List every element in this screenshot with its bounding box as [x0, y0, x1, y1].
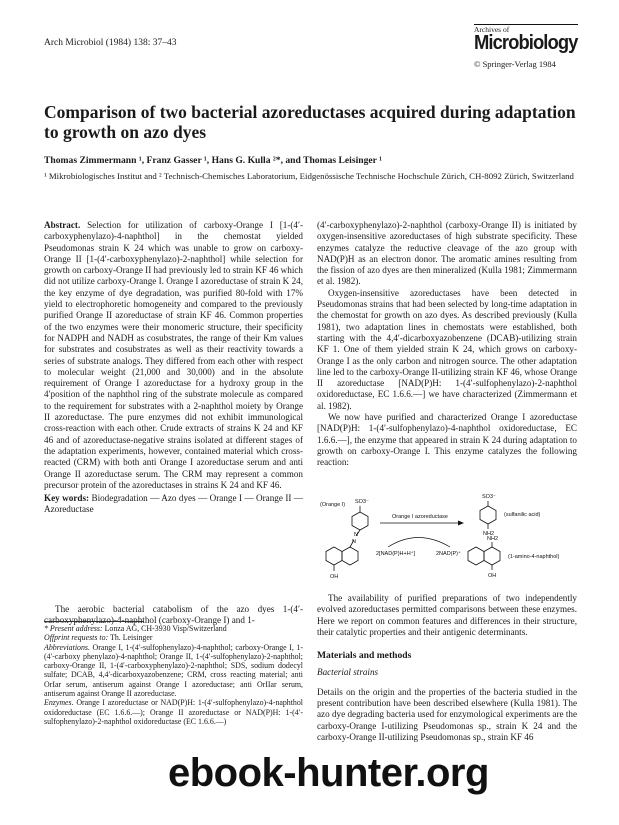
product-so3: SO3⁻ [482, 494, 496, 500]
footnote-present-address: * Present address: Lonza AG, CH-3930 Visp/Switzerland [44, 624, 227, 633]
journal-logo [474, 24, 578, 69]
journal-reference: Arch Microbiol (1984) 138: 37–43 [44, 38, 177, 48]
keywords-text: Biodegradation — Azo dyes — Orange I — Orange II — Azoreductase [44, 493, 303, 515]
cofactor-in: 2[NAD(P)H+H⁺] [376, 551, 416, 557]
product-nh2-bottom: NH2 [487, 536, 499, 542]
keywords [44, 493, 303, 516]
footnote-enzymes: Enzymes. Orange I azoreductase or NAD(P)H: 1-(4′-sulfophenylazo)-4-naphthol oxidoreductase (EC 1.6.6.—); Orange II azoreductase or NAD(P)H: 1-(4′-sulfophenylazo)-2-naphthol oxidoreductase (EC 1.6.6.—) [44, 698, 303, 726]
abstract [44, 220, 303, 491]
right-column-bottom [317, 593, 577, 743]
product-oh: OH [488, 573, 497, 579]
substrate-label: (Orange I) [320, 502, 346, 508]
cofactor-arrow [388, 538, 450, 548]
section-heading: Materials and methods [317, 650, 412, 662]
right-para-3: We now have purified and characterized Orange I azoreductase [NAD(P)H: 1-(4′-sulfophenylazo)-4-naphthol oxidoreductase, EC 1.6.6.—], the enzyme that appeared in strain K 24 during adaptation to growth on carboxy-Orange I. This enzyme catalyzes the following reaction: [317, 412, 577, 468]
enzyme-label: Orange I azoreductase [392, 514, 448, 520]
azo-n-1: N [354, 532, 358, 538]
aminonaphthol-structure [468, 542, 500, 570]
abstract-label: Abstract. [44, 220, 81, 230]
substrate-oh: OH [330, 574, 339, 580]
cofactor-out: 2NAD(P)⁺ [436, 551, 461, 557]
author-list: Thomas Zimmermann ¹, Franz Gasser ¹, Hans G. Kulla ²*, and Thomas Leisinger ¹ [44, 155, 382, 166]
orange-i-structure [326, 506, 368, 571]
right-para-1: (4′-carboxyphenylazo)-2-naphthol (carboxy-Orange II) is initiated by oxygen-insensitive azoreductases of high substrate specificity. These enzymes catalyze the reductive cleavage of the azo group with NAD(P)H as an electron donor. The aromatic amines resulting from the fission of azo dyes are then mineralized (Kulla 1981; Zimmermann et al. 1982). [317, 220, 577, 287]
copyright-notice: © Springer-Verlag 1984 [474, 59, 556, 69]
abstract-text: Selection for utilization of carboxy-Orange I [1-(4′-carboxyphenylazo)-4-naphthol] in the chemostat yielded Pseudomonas strain K 24 which was unable to grow on carboxy-Orange II [1-(4′-carboxyphenylazo)-2-naphthol] while selection for growth on carboxy-Orange II had previously led to strain KF 46 which did not utilize carboxy-Orange I. Orange I azoreductase of strain K 24, the key enzyme of dye degradation, was purified 80-fold with 17% yield to electrophoretic homogeneity and compared to the previously purified Orange II azoreductase of strain KF 46. Common properties of the two enzymes were their monomeric structure, their specificity for NADPH and NADH as cosubstrates, the range of their Km values for substrates and cosubstrates as well as their reactivity towards a series of substrate analogs. They differed from each other with respect to molecular weight (21,000 and 30,000) and in the absolute requirement of Orange I azoreductase for a hydroxy group in the 4′position of the naphthol ring of the substrate molecule as compared to the requirement for substrates with a 2-naphthol moiety by Orange II azoreductase. The pure enzymes did not exhibit immunological cross-reaction with each other. Crude extracts of strains K 24 and KF 46 and of azoreductase-negative strains isolated at different stages of the adaptation experiments, however, contained material which cross-reacted (CRM) with both anti Orange I azoreductase serum and anti Orange II azoreductase serum. The CRM may represent a common precursor protein of the azoreductases in strains K 24 and KF 46. [44, 220, 304, 490]
keywords-label: Key words: [44, 493, 90, 504]
product1-label: (sulfanilic acid) [504, 512, 541, 518]
reaction-scheme [318, 492, 580, 588]
intro-text: The aerobic bacterial catabolism of the azo dyes 1-(4′-carboxyphenylazo)-4-naphthol (carboxy-Orange I) and 1- [44, 604, 303, 626]
right-para-4: The availability of purified preparations of two independently evolved azoreductases permitted comparisons between these enzymes. Here we report on common features and differences in their structure, their catalytic properties and their antigenic determinants. [317, 593, 577, 637]
right-para-5: Details on the origin and the properties of the bacteria studied in the present contribution have been described elsewhere (Kulla 1981). The azo dye degrading bacteria used for enzymological experiments are the carboxy-Orange I-utilizing Pseudomonas sp., strain K 24 and the carboxy-Orange II-utilizing Pseudomonas sp., strain KF 46 [317, 686, 577, 742]
substrate-so3: SO3⁻ [355, 499, 369, 505]
affiliation: ¹ Mikrobiologisches Institut and ² Technisch-Chemisches Laboratorium, Eidgenössische Technische Hochschule Zürich, CH-8092 Zürich, Switzerland [44, 171, 574, 181]
azo-n-2: N [352, 539, 356, 545]
reaction-arrow-head [458, 521, 464, 526]
logo-archives-of: Archives of [474, 24, 578, 34]
logo-microbiology: Microbiology [474, 32, 578, 54]
footnote-rule [44, 621, 144, 622]
sulfanilic-acid-structure [480, 501, 496, 529]
footnote-offprint: Offprint requests to: Th. Leisinger [44, 633, 153, 643]
right-column-top [317, 220, 577, 469]
footnote-abbreviations: Abbreviations. Orange I, 1-(4′-sulfophenylazo)-4-naphthol; carboxy-Orange I, 1-(4′-carboxy phenylazo)-4-naphthol; Orange II, 1-(4′-sulfophenylazo)-2-naphthol; carboxy-Orange II, 1-(4′-carboxyphenylazo)-2-naphthol; SDS, sodium dodecyl sulfate; DCAB, 4,4′-dicarboxyazobenzene; CRM, cross reacting material; anti OrIar serum, antiserum against Orange I azoreductase; anti OrIIar serum, antiserum against Orange II azoreductase. [44, 642, 303, 699]
right-para-2: Oxygen-insensitive azoreductases have been detected in Pseudomonas strains that had been selected by long-time adaptation in the chemostat for growth on azo dyes. As described previously (Kulla 1981), two adaptation lines in chemostats were established, both starting with the 4,4′-dicarboxyazobenzene (DCAB)-utilizing strain KF 1. One of them yielded strain K 24, which grows on carboxy-Orange I as the only carbon and nitrogen source. The other adaptation line led to the carboxy-Orange II-utilizing strain KF 46, whose Orange II azoreductase [NAD(P)H: 1-(4′-sulfophenylazo)-2-naphthol oxidoreductase, EC 1.6.6.—] we have characterized (Zimmermann et al. 1982). [317, 287, 577, 411]
left-column [44, 220, 303, 516]
footnotes [44, 624, 303, 726]
product2-label: (1-amino-4-naphthol) [508, 554, 560, 560]
watermark: ebook-hunter.org [168, 751, 489, 795]
subsection-heading: Bacterial strains [317, 667, 379, 678]
article-title: Comparison of two bacterial azoreductases acquired during adaptation to growth on azo dyes [44, 102, 576, 142]
product-nh2-top: NH2 [483, 531, 495, 537]
